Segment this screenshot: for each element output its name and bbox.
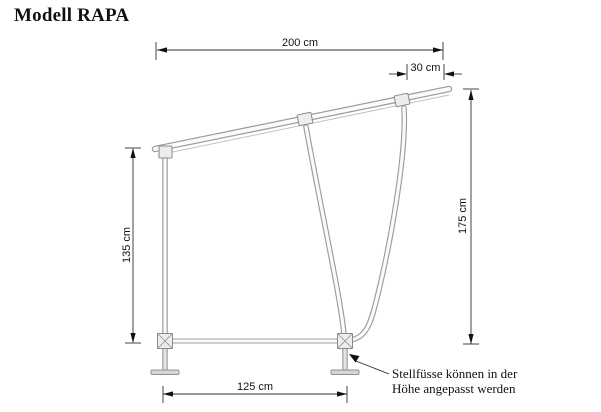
- dimension-front-height: [121, 148, 141, 343]
- dimension-overhang: [389, 62, 462, 80]
- arrowhead-left-icon: [157, 47, 167, 52]
- dimension-rear-height: [457, 89, 479, 344]
- arrowhead-down-icon: [130, 333, 135, 343]
- rear-beam-connector: [394, 93, 410, 107]
- arrowhead-up-icon: [468, 90, 473, 100]
- dimension-base-width: [163, 381, 347, 403]
- rear-support-tube-outline: [351, 108, 404, 340]
- rear-bottom-junction: [338, 334, 353, 349]
- frame-structure: [151, 89, 449, 375]
- dimension-roof-length: [156, 37, 443, 60]
- leader-arrowhead-icon: [349, 354, 360, 363]
- front-bottom-junction: [158, 334, 173, 349]
- front-post-top-connector: [159, 146, 172, 158]
- leader-line: [356, 361, 389, 374]
- page-title: Modell RAPA: [14, 5, 130, 26]
- rear-beam-connector-body: [394, 93, 410, 107]
- arrowhead-up-icon: [130, 148, 135, 158]
- arrowhead-right-icon: [433, 47, 443, 52]
- front-foot-plate: [151, 370, 179, 375]
- arrowhead-right-icon: [397, 71, 407, 76]
- dimension-label-overhang: 30 cm: [410, 62, 441, 74]
- rear-foot-plate: [331, 370, 359, 375]
- note-line-1: Stellfüsse können in der: [392, 366, 518, 381]
- dimension-label-base-width: 125 cm: [236, 381, 274, 393]
- middle-beam-connector-body: [297, 112, 313, 126]
- adjustable-feet-note: [349, 354, 518, 396]
- arrowhead-down-icon: [468, 334, 473, 344]
- note-line-2: Höhe angepasst werden: [392, 381, 516, 396]
- dimension-label-roof-length: 200 cm: [281, 37, 319, 49]
- middle-support-tube: [306, 127, 344, 335]
- dimension-label-rear-height: 175 cm: [457, 197, 469, 235]
- arrowhead-left-icon: [444, 71, 454, 76]
- arrowhead-right-icon: [337, 391, 347, 396]
- middle-beam-connector: [297, 112, 313, 126]
- arrowhead-left-icon: [163, 391, 173, 396]
- dimension-label-front-height: 135 cm: [121, 226, 133, 264]
